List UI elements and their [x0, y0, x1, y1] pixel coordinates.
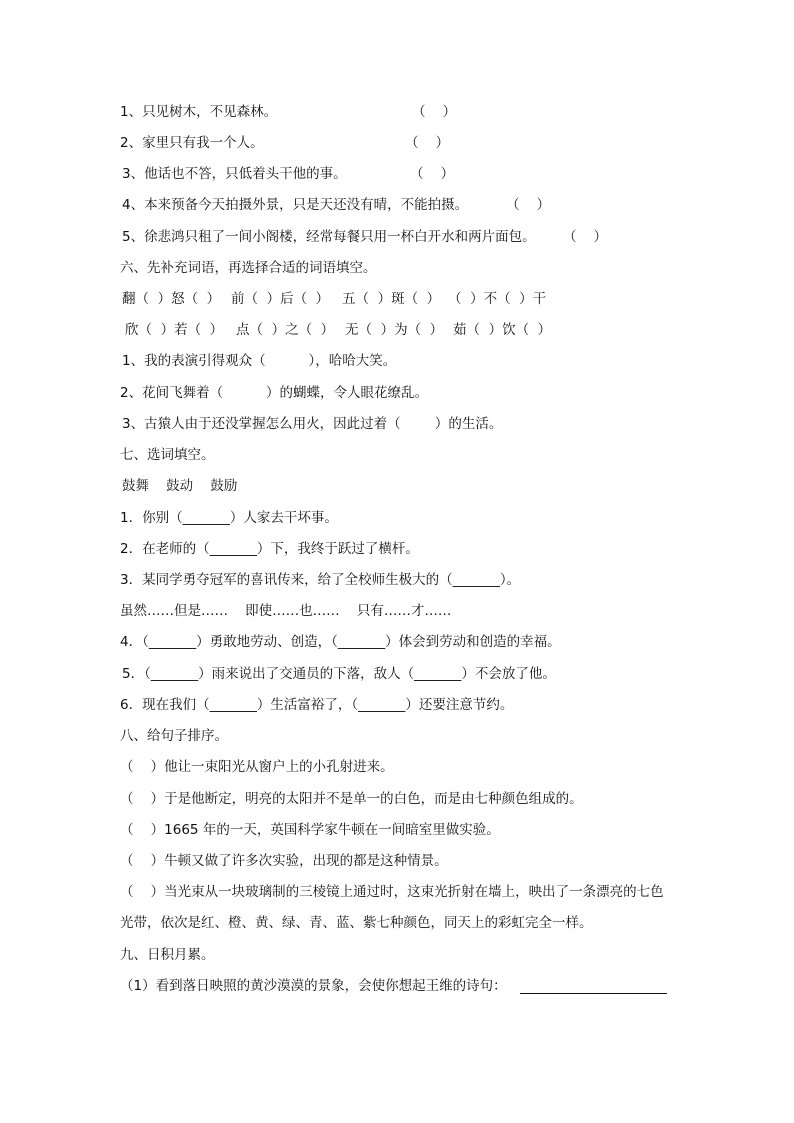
idiom-7: 无（ ）为（ ） — [345, 322, 444, 338]
section-8-title: 八、给句子排序。 — [120, 728, 228, 744]
section-9-title: 九、日积月累。 — [120, 947, 215, 963]
answer-paren-3: （ ） — [410, 166, 455, 182]
choice-item-3: 3．某同学勇夺冠军的喜讯传来，给了全校师生极大的（_______）。 — [120, 572, 521, 588]
sentence-item-5: 5、徐悲鸿只租了一间小阁楼，经常每餐只用一杯白开水和两片面包。 — [122, 229, 536, 245]
sentence-item-1: 1、只见树木，不见森林。 — [120, 104, 278, 120]
poem-answer-line[interactable] — [520, 993, 667, 994]
idiom-5: 欣（ ）若（ ） — [125, 322, 224, 338]
connector-choices: 虽然……但是…… 即使……也…… 只有……才…… — [120, 603, 452, 619]
idiom-2: 前（ ）后（ ） — [231, 291, 330, 307]
order-item-4: （ ）牛顿又做了许多次实验，出现的都是这种情景。 — [120, 853, 448, 869]
answer-paren-1: （ ） — [412, 104, 457, 120]
answer-paren-5: （ ） — [563, 229, 608, 245]
order-item-1: （ ）他让一束阳光从窗户上的小孔射进来。 — [120, 759, 394, 775]
sentence-item-2: 2、家里只有我一个人。 — [120, 135, 264, 151]
order-item-5: （ ）当光束从一块玻璃制的三棱镜上通过时，这束光折射在墙上，映出了一条漂亮的七色 — [120, 884, 664, 900]
answer-paren-4: （ ） — [506, 197, 551, 213]
sentence-item-3: 3、他话也不答，只低着头干他的事。 — [122, 166, 347, 182]
idiom-6: 点（ ）之（ ） — [236, 322, 335, 338]
section-7-title: 七、选词填空。 — [120, 447, 215, 463]
order-item-2: （ ）于是他断定，明亮的太阳并不是单一的白色，而是由七种颜色组成的。 — [120, 791, 583, 807]
choice-item-1: 1．你别（_______）人家去干坏事。 — [120, 510, 338, 526]
choice-item-2: 2．在老师的（_______）下，我终于跃过了横杆。 — [120, 541, 419, 557]
sentence-item-4: 4、本来预备今天拍摄外景，只是天还没有晴，不能拍摄。 — [122, 197, 469, 213]
order-item-3: （ ）1665 年的一天，英国科学家牛顿在一间暗室里做实验。 — [120, 822, 500, 838]
fill-item-2: 2、花间飞舞着（ ）的蝴蝶，令人眼花缭乱。 — [120, 385, 429, 401]
order-item-5-continuation: 光带，依次是红、橙、黄、绿、青、蓝、紫七种颜色，同天上的彩虹完全一样。 — [120, 915, 593, 931]
fill-item-3: 3、古猿人由于还没掌握怎么用火，因此过着（ ）的生活。 — [122, 416, 503, 432]
idiom-3: 五（ ）斑（ ） — [342, 291, 441, 307]
choice-item-4: 4．（_______）勇敢地劳动、创造，（_______）体会到劳动和创造的幸福。 — [120, 634, 561, 650]
section-6-title: 六、先补充词语，再选择合适的词语填空。 — [120, 260, 377, 276]
answer-paren-2: （ ） — [405, 135, 450, 151]
idiom-4: （ ）不（ ）干 — [448, 291, 547, 307]
idiom-8: 茹（ ）饮（ ） — [453, 322, 552, 338]
idiom-1: 翻（ ）怒（ ） — [122, 291, 221, 307]
fill-item-1: 1、我的表演引得观众（ ），哈哈大笑。 — [122, 353, 397, 369]
choice-item-5: 5．（_______）雨来说出了交通员的下落，敌人（_______）不会放了他。 — [122, 666, 556, 682]
poem-question-1: （1）看到落日映照的黄沙漠漠的景象，会使你想起王维的诗句： — [120, 978, 507, 994]
word-choices: 鼓舞 鼓动 鼓励 — [122, 478, 238, 494]
choice-item-6: 6．现在我们（_______）生活富裕了，（_______）还要注意节约。 — [120, 697, 514, 713]
